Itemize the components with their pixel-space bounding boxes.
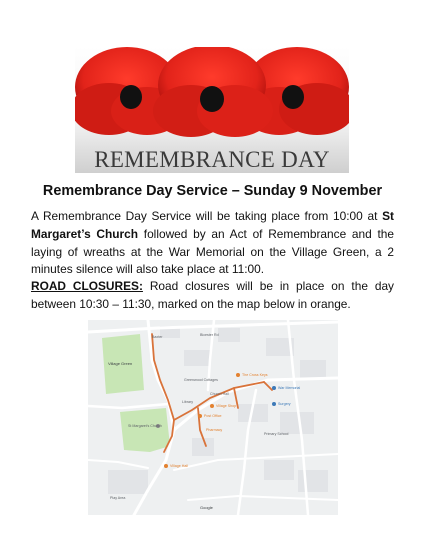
map-label-school: Primary School	[264, 432, 289, 436]
map-label-play-area: Play Area	[110, 496, 126, 500]
road-closures-paragraph	[31, 278, 394, 314]
banner-title: REMEMBRANCE DAY	[94, 147, 330, 172]
map-label-memorial: War Memorial	[278, 386, 301, 390]
map-label-shop: Village Shop	[216, 404, 237, 408]
map-label-library: Library	[182, 400, 193, 404]
map-label-pharmacy: Pharmacy	[206, 428, 223, 432]
map-label-village-green: Village Green	[108, 361, 133, 366]
remembrance-banner	[75, 47, 349, 173]
service-paragraph	[31, 208, 394, 279]
map-pin-post-office	[198, 414, 202, 418]
map-pin-surgery	[272, 402, 276, 406]
map-label-post-office: Post Office	[204, 414, 222, 418]
map-label-st-margarets: St Margaret's Church	[128, 424, 162, 428]
map-label-village-hall: Village Hall	[170, 464, 188, 468]
map-label-church-hall: Church Hall	[210, 392, 229, 396]
map-label-bicester: Bicester Rd	[200, 333, 219, 337]
map-pin-village-hall	[164, 464, 168, 468]
map-park-south	[120, 408, 170, 452]
map-pin-memorial	[272, 386, 276, 390]
map-label-bottom: Google	[200, 505, 213, 510]
service-details: followed by an Act of Remembrance and the laying of wreaths at the War Memorial on the Village Green, a 2 minutes silence will also take place at 11:00.	[31, 226, 394, 277]
map-pin-shop	[210, 404, 214, 408]
map-label-greenwood: Greenwood Cottages	[184, 378, 218, 382]
road-closure-map	[88, 320, 338, 515]
page-heading: Remembrance Day Service – Sunday 9 November	[42, 183, 383, 199]
road-closures-label: ROAD CLOSURES:	[31, 279, 143, 293]
service-intro: A Remembrance Day Service will be taking place from 10:00 at	[31, 209, 383, 223]
map-pin-pub	[236, 373, 240, 377]
map-label-baxter: Baxter	[152, 335, 163, 339]
church-name: St Margaret’s Church	[31, 209, 394, 241]
map-label-surgery: Surgery	[278, 402, 291, 406]
map-label-cross-keys: The Cross Keys	[242, 373, 268, 377]
poppy-center	[153, 47, 273, 137]
road-closures-text: Road closures will be in place on the day between 10:30 – 11:30, marked on the map below in orange.	[31, 279, 395, 311]
